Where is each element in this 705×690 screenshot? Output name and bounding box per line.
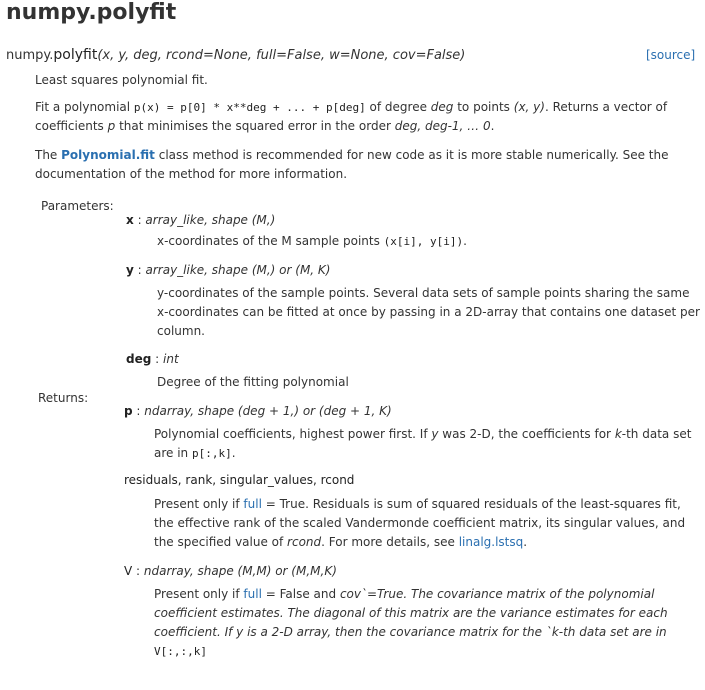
xy-term: (x, y) <box>513 100 545 114</box>
text: class method is recommended for new code as it is more stable numerically. See the <box>154 148 669 162</box>
text: x-coordinates of the M sample points <box>157 234 384 248</box>
description-line-4: documentation of the method for more information. <box>35 167 348 181</box>
param-name: y <box>126 263 134 277</box>
p-term: p <box>107 119 116 133</box>
return-p-header <box>124 404 392 418</box>
function-signature <box>6 47 465 63</box>
full-link[interactable]: full <box>243 587 262 601</box>
order-term: deg, deg-1, … 0 <box>394 119 491 133</box>
param-x-header <box>126 213 275 227</box>
return-residuals-desc-line-1 <box>154 495 681 514</box>
signature-function-name: polyfit <box>53 47 98 63</box>
polynomial-fit-link[interactable]: Polynomial.fit <box>61 148 155 162</box>
summary: Least squares polynomial fit. <box>35 73 208 87</box>
return-p-desc-line-2 <box>154 444 236 463</box>
param-type: array_like, shape (M,) or (M, K) <box>145 263 331 277</box>
signature-module: numpy. <box>6 48 54 63</box>
page-title: numpy.polyfit <box>6 0 177 25</box>
rcond-term: rcond <box>287 535 322 549</box>
text: are in <box>154 446 192 460</box>
return-v-desc-line-4 <box>154 642 207 661</box>
colon: : <box>133 263 146 277</box>
colon: : <box>132 404 145 418</box>
return-residuals-desc-line-2: the effective rank of the scaled Vandermonde coefficient matrix, its singular values, and <box>154 516 686 530</box>
text: = False and <box>261 587 340 601</box>
y-term: y <box>431 427 439 441</box>
text: was 2-D, the coefficients for <box>438 427 615 441</box>
colon: : <box>132 564 144 578</box>
text: that minimises the squared error in the order <box>115 119 395 133</box>
returns-label: Returns: <box>38 391 89 405</box>
description-line-1 <box>35 98 667 117</box>
cov-term: cov`=True. The covariance matrix of the polynomial <box>339 587 655 601</box>
param-y-desc-line-3: column. <box>157 324 205 338</box>
text: = True. Residuals is sum of squared residuals of the least-squares fit, <box>261 497 681 511</box>
return-residuals-header <box>124 473 354 487</box>
param-x-desc <box>157 232 467 251</box>
param-type: ndarray, shape (deg + 1,) or (deg + 1, K) <box>144 404 392 418</box>
description-line-3 <box>35 146 668 165</box>
formula-code: p(x) = p[0] * x**deg + ... + p[deg] <box>133 101 366 114</box>
code: (x[i], y[i]) <box>383 235 464 248</box>
code: p[:,k] <box>191 447 232 460</box>
param-y-header <box>126 263 330 277</box>
param-type: array_like, shape (M,) <box>145 213 276 227</box>
text: . For more details, see <box>321 535 459 549</box>
text: . Returns a vector of <box>544 100 668 114</box>
param-name: deg <box>126 352 152 366</box>
text: to points <box>453 100 514 114</box>
param-deg-header <box>126 352 179 366</box>
return-v-header <box>124 564 337 578</box>
description-line-2 <box>35 117 494 136</box>
full-link[interactable]: full <box>243 497 262 511</box>
return-residuals-desc-line-3 <box>154 533 527 552</box>
return-v-desc-line-3: coefficient. If y is a 2-D array, then the covariance matrix for the `k-th data set are in <box>154 625 667 639</box>
param-name: x <box>126 213 134 227</box>
text: Polynomial coefficients, highest power first. If <box>154 427 432 441</box>
text: . <box>523 535 528 549</box>
colon: : <box>133 213 146 227</box>
return-v-desc-line-2: coefficient estimates. The diagonal of this matrix are the variance estimates for each <box>154 606 668 620</box>
text: the specified value of <box>154 535 288 549</box>
param-name: residuals, rank, singular_values, rcond <box>124 473 355 487</box>
return-v-desc-line-1 <box>154 585 654 604</box>
text: of degree <box>365 100 431 114</box>
text: The <box>35 148 62 162</box>
text: Present only if <box>154 497 244 511</box>
k-term: k <box>614 427 622 441</box>
source-link[interactable]: [source] <box>646 48 696 62</box>
param-type: ndarray, shape (M,M) or (M,M,K) <box>143 564 337 578</box>
deg-term: deg <box>430 100 454 114</box>
param-y-desc-line-2: x-coordinates can be fitted at once by passing in a 2D-array that contains one dataset per <box>157 305 700 319</box>
code: V[:,:,k] <box>154 645 207 658</box>
text: Fit a polynomial <box>35 100 134 114</box>
text: -th data set <box>621 427 692 441</box>
text: Present only if <box>154 587 244 601</box>
param-name: p <box>124 404 133 418</box>
linalg-lstsq-link[interactable]: linalg.lstsq <box>458 535 524 549</box>
param-name: V <box>124 564 133 578</box>
param-y-desc-line-1: y-coordinates of the sample points. Several data sets of sample points sharing the same <box>157 286 690 300</box>
return-p-desc-line-1 <box>154 425 691 444</box>
signature-args: (x, y, deg, rcond=None, full=False, w=None, cov=False) <box>97 48 466 63</box>
text: . <box>231 446 236 460</box>
text: coefficients <box>35 119 108 133</box>
text: . <box>463 234 467 248</box>
param-type: int <box>163 352 179 366</box>
text: . <box>490 119 495 133</box>
colon: : <box>151 352 163 366</box>
parameters-label: Parameters: <box>41 199 114 213</box>
param-deg-desc: Degree of the fitting polynomial <box>157 375 349 389</box>
